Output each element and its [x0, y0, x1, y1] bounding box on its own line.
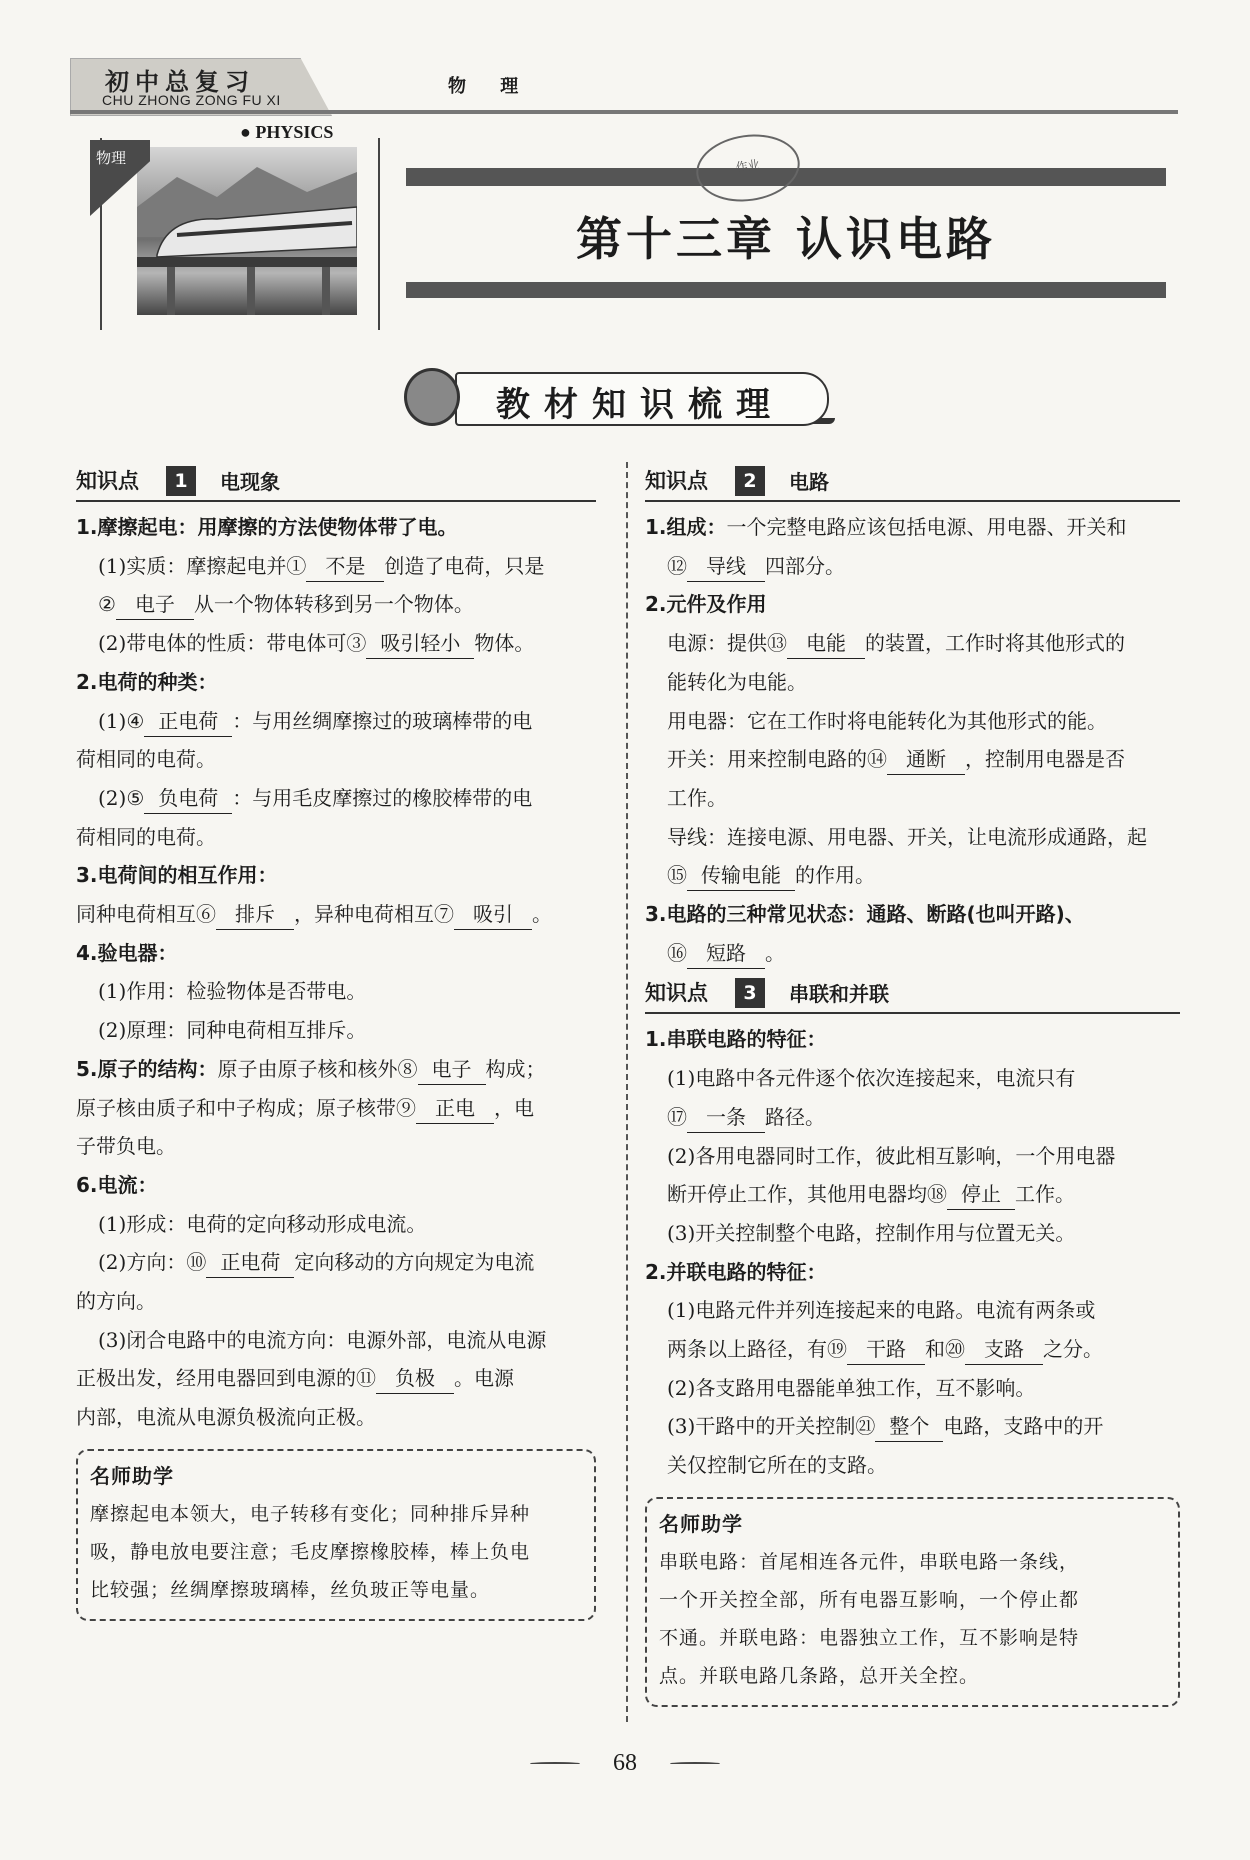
answer-blank: 导线	[687, 551, 765, 582]
answer-blank: 支路	[965, 1334, 1043, 1365]
text-line: (1)作用：检验物体是否带电。	[98, 979, 367, 1004]
text-line: 荷相同的电荷。	[76, 747, 216, 772]
answer-blank: 正电荷	[144, 706, 232, 737]
answer-blank: 负电荷	[144, 783, 232, 814]
kp-number-badge: 1	[166, 466, 196, 496]
answer-blank: 正电荷	[206, 1247, 294, 1278]
answer-blank: 电子	[116, 589, 194, 620]
text-line: 2.元件及作用	[645, 592, 767, 617]
answer-blank: 吸引轻小	[366, 628, 474, 659]
text-line: 电源：提供⑬ 电能 的装置，工作时将其他形式的	[645, 624, 1180, 663]
text-line: (2)⑤ 负电荷 ：与用毛皮摩擦过的橡胶棒带的电	[76, 779, 596, 818]
knowledge-point-1-header	[76, 460, 596, 502]
tip-title: 名师助学	[659, 1511, 743, 1536]
text-line: 荷相同的电荷。	[76, 824, 216, 849]
text-line: 3.电荷间的相互作用：	[76, 863, 278, 888]
footer-ornament-right	[670, 1762, 720, 1765]
teacher-tip-box	[76, 1449, 596, 1621]
text-line: 正极出发，经用电器回到电源的⑪ 负极 。电源	[76, 1359, 596, 1398]
text-line: 子带负电。	[76, 1134, 176, 1159]
answer-blank: 电能	[787, 628, 865, 659]
text-line: ⑮ 传输电能 的作用。	[645, 856, 1180, 895]
text-line: 能转化为电能。	[667, 669, 807, 694]
tip-line: 串联电路：首尾相连各元件，串联电路一条线，	[659, 1550, 1080, 1573]
answer-blank: 停止	[947, 1179, 1015, 1210]
text-line: 6.电流：	[76, 1172, 158, 1197]
chapter-title: 第十三章 认识电路	[575, 212, 996, 266]
text-line: ② 电子 从一个物体转移到另一个物体。	[76, 585, 596, 624]
text-line: ⑫ 导线 四部分。	[645, 547, 1180, 586]
text-line: (1)实质：摩擦起电并① 不是 创造了电荷，只是	[76, 547, 596, 586]
physics-label: ● PHYSICS	[240, 122, 334, 142]
answer-blank: 不是	[306, 551, 384, 582]
tip-line: 比较强；丝绸摩擦玻璃棒，丝负玻正等电量。	[90, 1578, 491, 1601]
answer-blank: 一条	[687, 1102, 765, 1133]
book-subtitle: CHU ZHONG ZONG FU XI	[102, 92, 281, 108]
text-line: 导线：连接电源、用电器、开关，让电流形成通路，起	[667, 824, 1147, 849]
text-line: 1.摩擦起电：用摩擦的方法使物体带了电。	[76, 515, 458, 539]
kp-label: 知识点	[76, 469, 139, 493]
answer-blank: 干路	[847, 1334, 925, 1365]
train-illustration	[137, 147, 357, 315]
text-line: (2)方向：⑩ 正电荷 定向移动的方向规定为电流	[76, 1243, 596, 1282]
text-line: 用电器：它在工作时将电能转化为其他形式的能。	[667, 708, 1107, 733]
kp-label: 知识点	[645, 981, 708, 1006]
text-line: (1)④ 正电荷 ：与用丝绸摩擦过的玻璃棒带的电	[76, 702, 596, 741]
text-line: 1.组成：一个完整电路应该包括电源、用电器、开关和	[645, 515, 1127, 539]
tip-line: 摩擦起电本领大，电子转移有变化；同种排斥异种	[90, 1502, 531, 1525]
text-line: (2)带电体的性质：带电体可③ 吸引轻小 物体。	[76, 624, 596, 663]
text-line: 3.电路的三种常见状态：通路、断路(也叫开路)、	[645, 902, 1085, 927]
kp-number-badge: 3	[735, 978, 765, 1008]
book-title: 初中总复习	[105, 68, 255, 96]
column-divider	[626, 462, 628, 1722]
kp-label: 知识点	[645, 469, 708, 493]
text-line: 2.电荷的种类：	[76, 669, 218, 694]
answer-blank: 吸引	[454, 899, 532, 930]
tip-title: 名师助学	[90, 1463, 174, 1488]
text-line: 内部，电流从电源负极流向正极。	[76, 1405, 376, 1430]
text-line: ⑯ 短路 。	[645, 934, 1180, 973]
banner-bar-bottom	[406, 282, 1166, 298]
answer-blank: 负极	[376, 1363, 454, 1394]
text-line: 同种电荷相互⑥ 排斥 ，异种电荷相互⑦ 吸引 。	[76, 895, 596, 934]
text-line: 关仅控制它所在的支路。	[667, 1453, 887, 1478]
text-line: (1)电路中各元件逐个依次连接起来，电流只有	[667, 1066, 1076, 1091]
answer-blank: 正电	[416, 1093, 494, 1124]
text-line: (3)开关控制整个电路，控制作用与位置无关。	[667, 1220, 1076, 1245]
header-rule	[70, 110, 1178, 114]
answer-blank: 电子	[418, 1054, 486, 1085]
text-line: 工作。	[667, 785, 727, 810]
tip-line: 一个开关控全部，所有电器互影响，一个停止都	[659, 1588, 1080, 1611]
text-line: 两条以上路径，有⑲ 干路 和⑳ 支路 之分。	[645, 1330, 1180, 1369]
left-column	[76, 460, 596, 1621]
text-line: 2.并联电路的特征：	[645, 1259, 827, 1284]
kp-title: 串联和并联	[789, 982, 889, 1007]
kp-title: 电路	[789, 470, 829, 494]
answer-blank: 排斥	[216, 899, 294, 930]
teacher-tip-box	[645, 1497, 1180, 1707]
text-line: (2)各用电器同时工作，彼此相互影响，一个用电器	[667, 1143, 1116, 1168]
kp-number-badge: 2	[735, 466, 765, 496]
text-line: (2)原理：同种电荷相互排斥。	[98, 1018, 367, 1043]
tip-line: 吸，静电放电要注意；毛皮摩擦橡胶棒，棒上负电	[90, 1540, 531, 1563]
text-line: 原子核由质子和中子构成；原子核带⑨ 正电 ，电	[76, 1089, 596, 1128]
tip-line: 不通。并联电路：电器独立工作，互不影响是特	[659, 1626, 1080, 1649]
text-line: 开关：用来控制电路的⑭ 通断 ，控制用电器是否	[645, 740, 1180, 779]
text-line: (1)形成：电荷的定向移动形成电流。	[98, 1211, 427, 1236]
text-line: 1.串联电路的特征：	[645, 1027, 827, 1052]
answer-blank: 传输电能	[687, 860, 795, 891]
subject-label: 物 理	[448, 76, 533, 97]
knowledge-point-2-header	[645, 460, 1180, 502]
homework-stamp: 作业	[692, 128, 804, 208]
text-line: (1)电路元件并列连接起来的电路。电流有两条或	[667, 1298, 1096, 1323]
kp-title: 电现象	[220, 470, 280, 494]
answer-blank: 通断	[887, 744, 965, 775]
text-line: 5.原子的结构：原子由原子核和核外⑧ 电子 构成；	[76, 1050, 596, 1089]
knowledge-point-3-header	[645, 972, 1180, 1014]
page-number: 68	[613, 1750, 637, 1776]
text-line: 4.验电器：	[76, 940, 178, 965]
answer-blank: 整个	[875, 1411, 943, 1442]
subject-tab-label: 物理	[96, 149, 127, 167]
text-line: ⑰ 一条 路径。	[645, 1098, 1180, 1137]
text-line: 的方向。	[76, 1289, 156, 1314]
text-line: (2)各支路用电器能单独工作，互不影响。	[667, 1375, 1036, 1400]
text-line: (3)闭合电路中的电流方向：电源外部，电流从电源	[98, 1327, 547, 1352]
section-heading: 教材知识梳理	[496, 385, 784, 425]
train-photo	[137, 147, 357, 315]
mascot-icon	[404, 368, 460, 426]
text-line: (3)干路中的开关控制㉑ 整个 电路，支路中的开	[645, 1407, 1180, 1446]
tip-line: 点。并联电路几条路，总开关全控。	[659, 1664, 980, 1687]
answer-blank: 短路	[687, 938, 765, 969]
right-column	[645, 460, 1180, 1707]
text-line: 断开停止工作，其他用电器均⑱ 停止 工作。	[645, 1175, 1180, 1214]
